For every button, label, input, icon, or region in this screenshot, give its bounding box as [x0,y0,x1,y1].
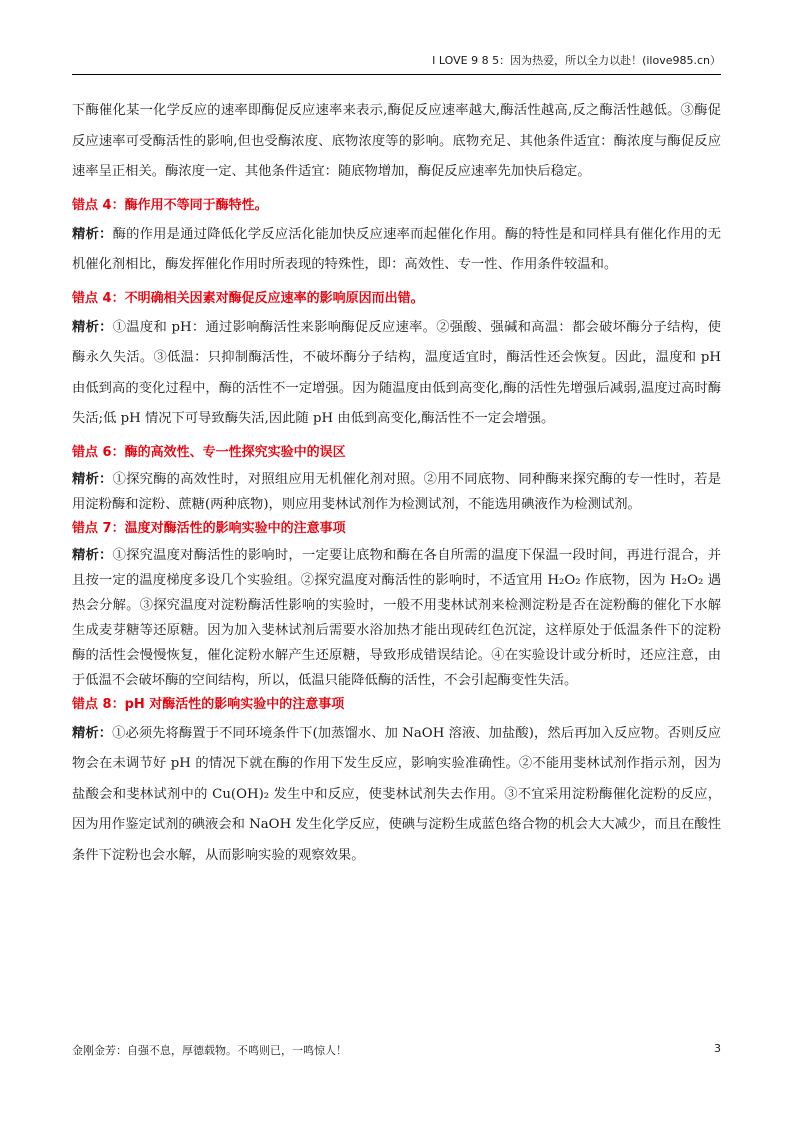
section-heading: 错点 8：pH 对酶活性的影响实验中的注意事项 [72,696,345,712]
intro-paragraph [72,96,721,188]
section-paragraph [72,467,721,517]
section-paragraph [72,719,721,872]
document-body [72,96,721,879]
section-text: 酶的作用是通过降低化学反应活化能加快反应速率而起催化作用。酶的特性是和同样具有催化作用的无机催化剂相比，酶发挥催化作用时所表现的特殊性，即：高效性、专一性、作用条件较温和。 [72,226,721,272]
section-text: ①探究温度对酶活性的影响时，一定要让底物和酶在各自所需的温度下保温一段时间，再进行混合，并且按一定的温度梯度多设几个实验组。②探究温度对酶活性的影响时，不适宜用 H₂O₂ 作底物，因为 H₂O₂ 遇热会分解。③探究温度对淀粉酶活性影响的实验时，一般不用斐林试剂来检测淀粉是否在淀粉酶的催化下水解生成麦芽糖等还原糖。因为加入斐林试剂后需要水浴加热才能出现砖红色沉淀，这样原处于低温条件下的淀粉酶的活性会慢慢恢复，催化淀粉水解产生还原糖，导致形成错误结论。④在实验设计或分析时，还应注意，由于低温不会破坏酶的空间结构，所以，低温只能降低酶的活性，不会引起酶变性失活。 [72,547,721,688]
section-paragraph [72,313,721,435]
analysis-label: 精析： [72,547,113,563]
section-heading: 错点 6：酶的高效性、专一性探究实验中的误区 [72,444,346,460]
analysis-label: 精析： [72,226,113,242]
section-heading: 错点 4：不明确相关因素对酶促反应速率的影响原因而出错。 [72,290,424,306]
section-paragraph [72,220,721,281]
section-heading: 错点 7：温度对酶活性的影响实验中的注意事项 [72,520,346,536]
page-header [72,52,721,75]
section-heading: 错点 4：酶作用不等同于酶特性。 [72,197,268,213]
page-number: 3 [714,1042,721,1055]
analysis-label: 精析： [72,725,113,741]
intro-text: 下酶催化某一化学反应的速率即酶促反应速率来表示,酶促反应速率越大,酶活性越高,反之酶活性越低。③酶促反应速率可受酶活性的影响,但也受酶浓度、底物浓度等的影响。底物充足、其他条件适宜：酶浓度与酶促反应速率呈正相关。酶浓度一定、其他条件适宜：随底物增加，酶促反应速率先加快后稳定。 [72,103,721,179]
section-text: ①必须先将酶置于不同环境条件下(加蒸馏水、加 NaOH 溶液、加盐酸)，然后再加入反应物。否则反应物会在未调节好 pH 的情况下就在酶的作用下发生反应，影响实验准确性。②不能用斐林试剂作指示剂，因为盐酸会和斐林试剂中的 Cu(OH)₂ 发生中和反应，使斐林试剂失去作用。③不宜采用淀粉酶催化淀粉的反应，因为用作鉴定试剂的碘液会和 NaOH 发生化学反应，使碘与淀粉生成蓝色络合物的机会大大减少，而且在酸性条件下淀粉也会水解，从而影响实验的观察效果。 [72,725,722,863]
header-text: I LOVE 9 8 5：因为热爱，所以全力以赴！(ilove985.cn） [432,54,721,67]
section-text: ①温度和 pH：通过影响酶活性来影响酶促反应速率。②强酸、强碱和高温：都会破坏酶分子结构，使酶永久失活。③低温：只抑制酶活性，不破坏酶分子结构，温度适宜时，酶活性还会恢复。因此，温度和 pH 由低到高的变化过程中，酶的活性不一定增强。因为随温度由低到高变化,酶的活性先增强后减弱,温度过高时酶失活;低 pH 情况下可导致酶失活,因此随 pH 由低到高变化,酶活性不一定会增强。 [72,319,722,426]
section-paragraph [72,543,721,693]
analysis-label: 精析： [72,471,113,487]
footer-motto: 金刚金芳：自强不息，厚德载物。不鸣则已，一鸣惊人！ [72,1044,347,1057]
section-text: ①探究酶的高效性时，对照组应用无机催化剂对照。②用不同底物、同种酶来探究酶的专一性时，若是用淀粉酶和淀粉、蔗糖(两种底物)，则应用斐林试剂作为检测试剂，不能选用碘液作为检测试剂。 [72,471,721,512]
analysis-label: 精析： [72,319,113,335]
